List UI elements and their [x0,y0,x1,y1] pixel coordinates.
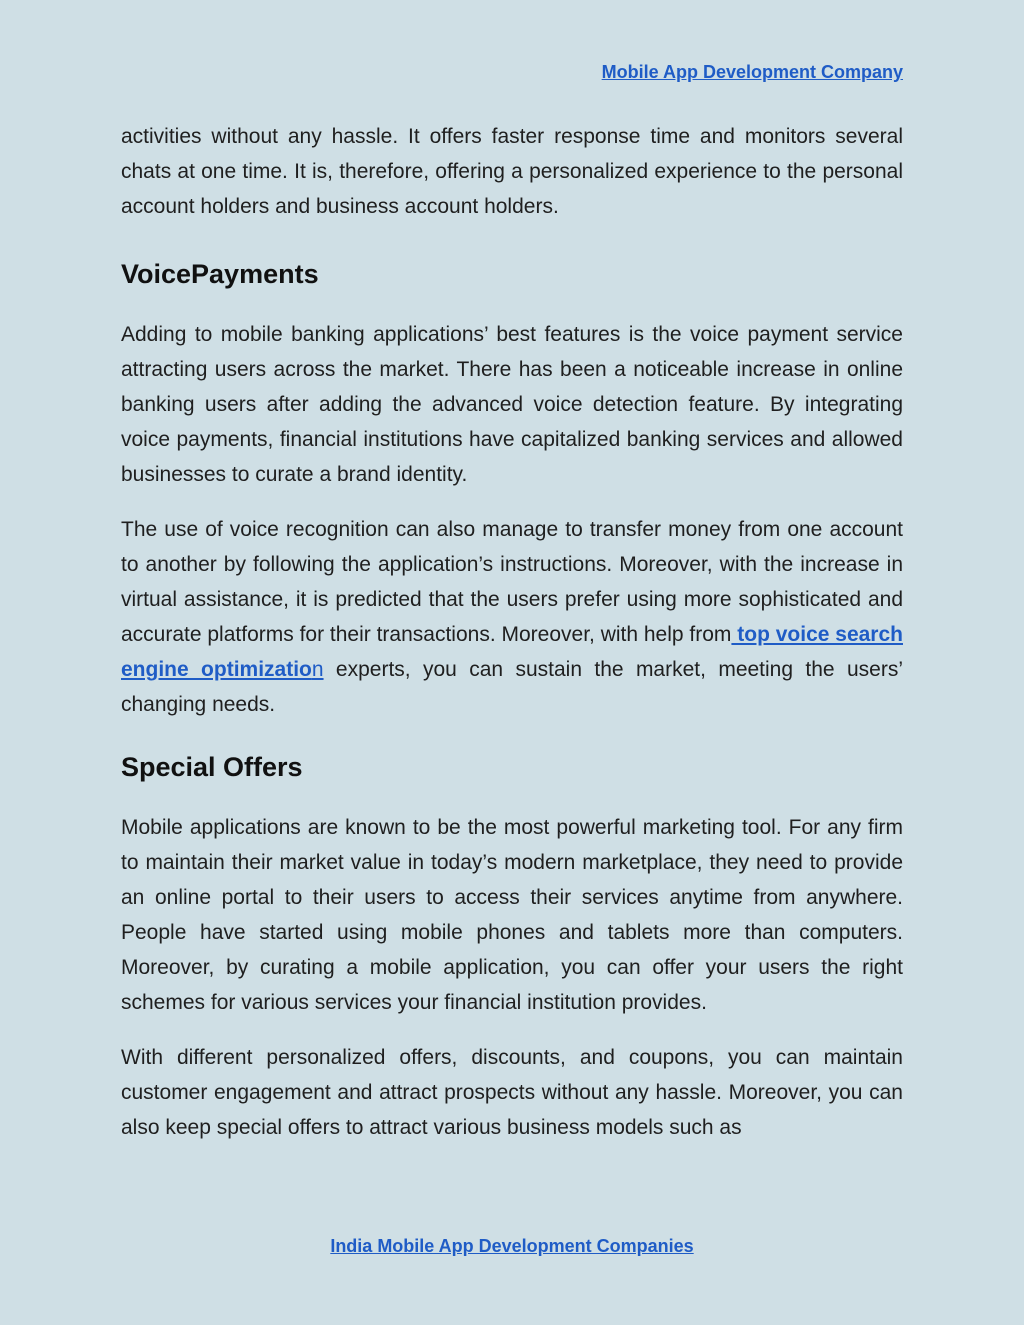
footer-companies-link[interactable]: India Mobile App Development Companies [330,1236,694,1256]
voice-payments-heading: VoicePayments [121,259,319,289]
voice-payments-paragraph-2-end: experts, you can sustain the market, meeting the users’ changing needs. [121,658,903,716]
special-offers-paragraph-2: With different personalized offers, discounts, and coupons, you can maintain customer engagement and attract prospects without any hassle. Moreover, you can also keep special offers to attract various business models such as [121,1046,903,1139]
header-company-link[interactable]: Mobile App Development Company [601,62,903,82]
voice-payments-paragraph-1: Adding to mobile banking applications’ best features is the voice payment service attracting users across the market. There has been a noticeable increase in online banking users after adding the advanced voice detection feature. By integrating voice payments, financial institutions have capitalized banking services and allowed businesses to curate a brand identity. [121,323,903,486]
voice-payments-paragraph-2-start: The use of voice recognition can also manage to transfer money from one account to another by following the application’s instructions. Moreover, with the increase in virtual assistance, it is predicted that the users prefer using more sophisticated and accurate platforms for their transactions. Moreover, with help from [121,518,903,646]
document-body [121,119,903,1145]
voice-payments-paragraph-2 [121,512,903,722]
special-offers-heading: Special Offers [121,752,303,782]
special-offers-paragraph-1: Mobile applications are known to be the most powerful marketing tool. For any firm to maintain their market value in today’s modern marketplace, they need to provide an online portal to their users to access their services anytime from anywhere. People have started using mobile phones and tablets more than computers. Moreover, by curating a mobile application, you can offer your users the right schemes for various services your financial institution provides. [121,816,903,1014]
intro-paragraph: activities without any hassle. It offers faster response time and monitors several chats at one time. It is, therefore, offering a personalized experience to the personal account holders and business account holders. [121,125,903,218]
voice-search-seo-link[interactable]: top voice search engine optimizatio [121,623,903,681]
voice-search-seo-link-tail[interactable]: n [311,658,324,681]
